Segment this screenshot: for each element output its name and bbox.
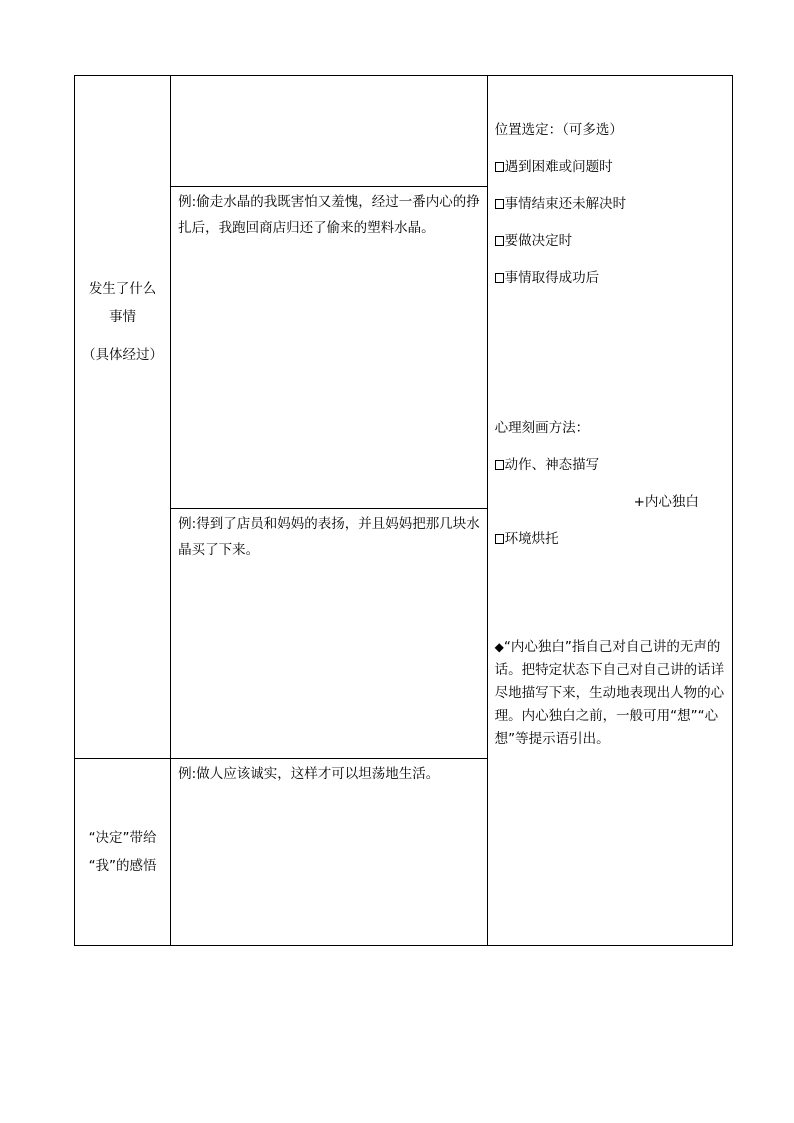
monologue-note bbox=[495, 636, 727, 751]
position-option-decision: 要做决定时 bbox=[495, 228, 573, 254]
insight-label-line2: “我”的感悟 bbox=[88, 858, 157, 874]
event-label-line2: 事情 bbox=[109, 309, 137, 325]
checkbox-icon[interactable] bbox=[495, 460, 504, 470]
position-option-difficulty: 遇到困难或问题时 bbox=[495, 154, 613, 180]
example-cell-struggle: 例:偷走水晶的我既害怕又羞愧，经过一番内心的挣扎后，我跑回商店归还了偷来的塑料水晶。 bbox=[171, 187, 487, 509]
checkbox-icon[interactable] bbox=[495, 236, 504, 246]
monologue-note-text: “内心独白”指自己对自己讲的无声的话。把特定状态下自己对自己讲的话详尽地描写下来，生动地表现出人物的心理。内心独白之前，一般可用“想”“心想”等提示语引出。 bbox=[494, 639, 725, 747]
checkbox-icon[interactable] bbox=[495, 534, 504, 544]
method-title: 心理刻画方法： bbox=[494, 420, 590, 436]
method-extra-monologue: +内心独白 bbox=[633, 494, 699, 510]
method-sidebar bbox=[487, 76, 732, 946]
position-option-unresolved: 事情结束还未解决时 bbox=[495, 191, 627, 217]
method-option-action: 动作、神态描写 bbox=[495, 452, 600, 478]
worksheet-table bbox=[74, 75, 733, 946]
checkbox-icon[interactable] bbox=[495, 199, 504, 209]
blank-example-cell bbox=[171, 76, 487, 187]
position-option-success: 事情取得成功后 bbox=[495, 265, 600, 291]
insight-label-cell bbox=[75, 759, 171, 946]
example-cell-praise: 例:得到了店员和妈妈的表扬，并且妈妈把那几块水晶买了下来。 bbox=[171, 509, 487, 759]
insight-label-line1: “决定”带给 bbox=[88, 830, 157, 846]
checkbox-icon[interactable] bbox=[495, 162, 504, 172]
position-title: 位置选定：（可多选） bbox=[494, 122, 623, 138]
event-label-cell bbox=[75, 76, 171, 759]
event-label-line3: （具体经过） bbox=[82, 347, 164, 363]
method-option-environment: 环境烘托 bbox=[495, 526, 559, 552]
event-label-line1: 发生了什么 bbox=[88, 281, 157, 297]
diamond-icon: ◆ bbox=[494, 640, 504, 654]
example-cell-insight: 例:做人应该诚实，这样才可以坦荡地生活。 bbox=[171, 759, 487, 946]
checkbox-icon[interactable] bbox=[495, 273, 504, 283]
